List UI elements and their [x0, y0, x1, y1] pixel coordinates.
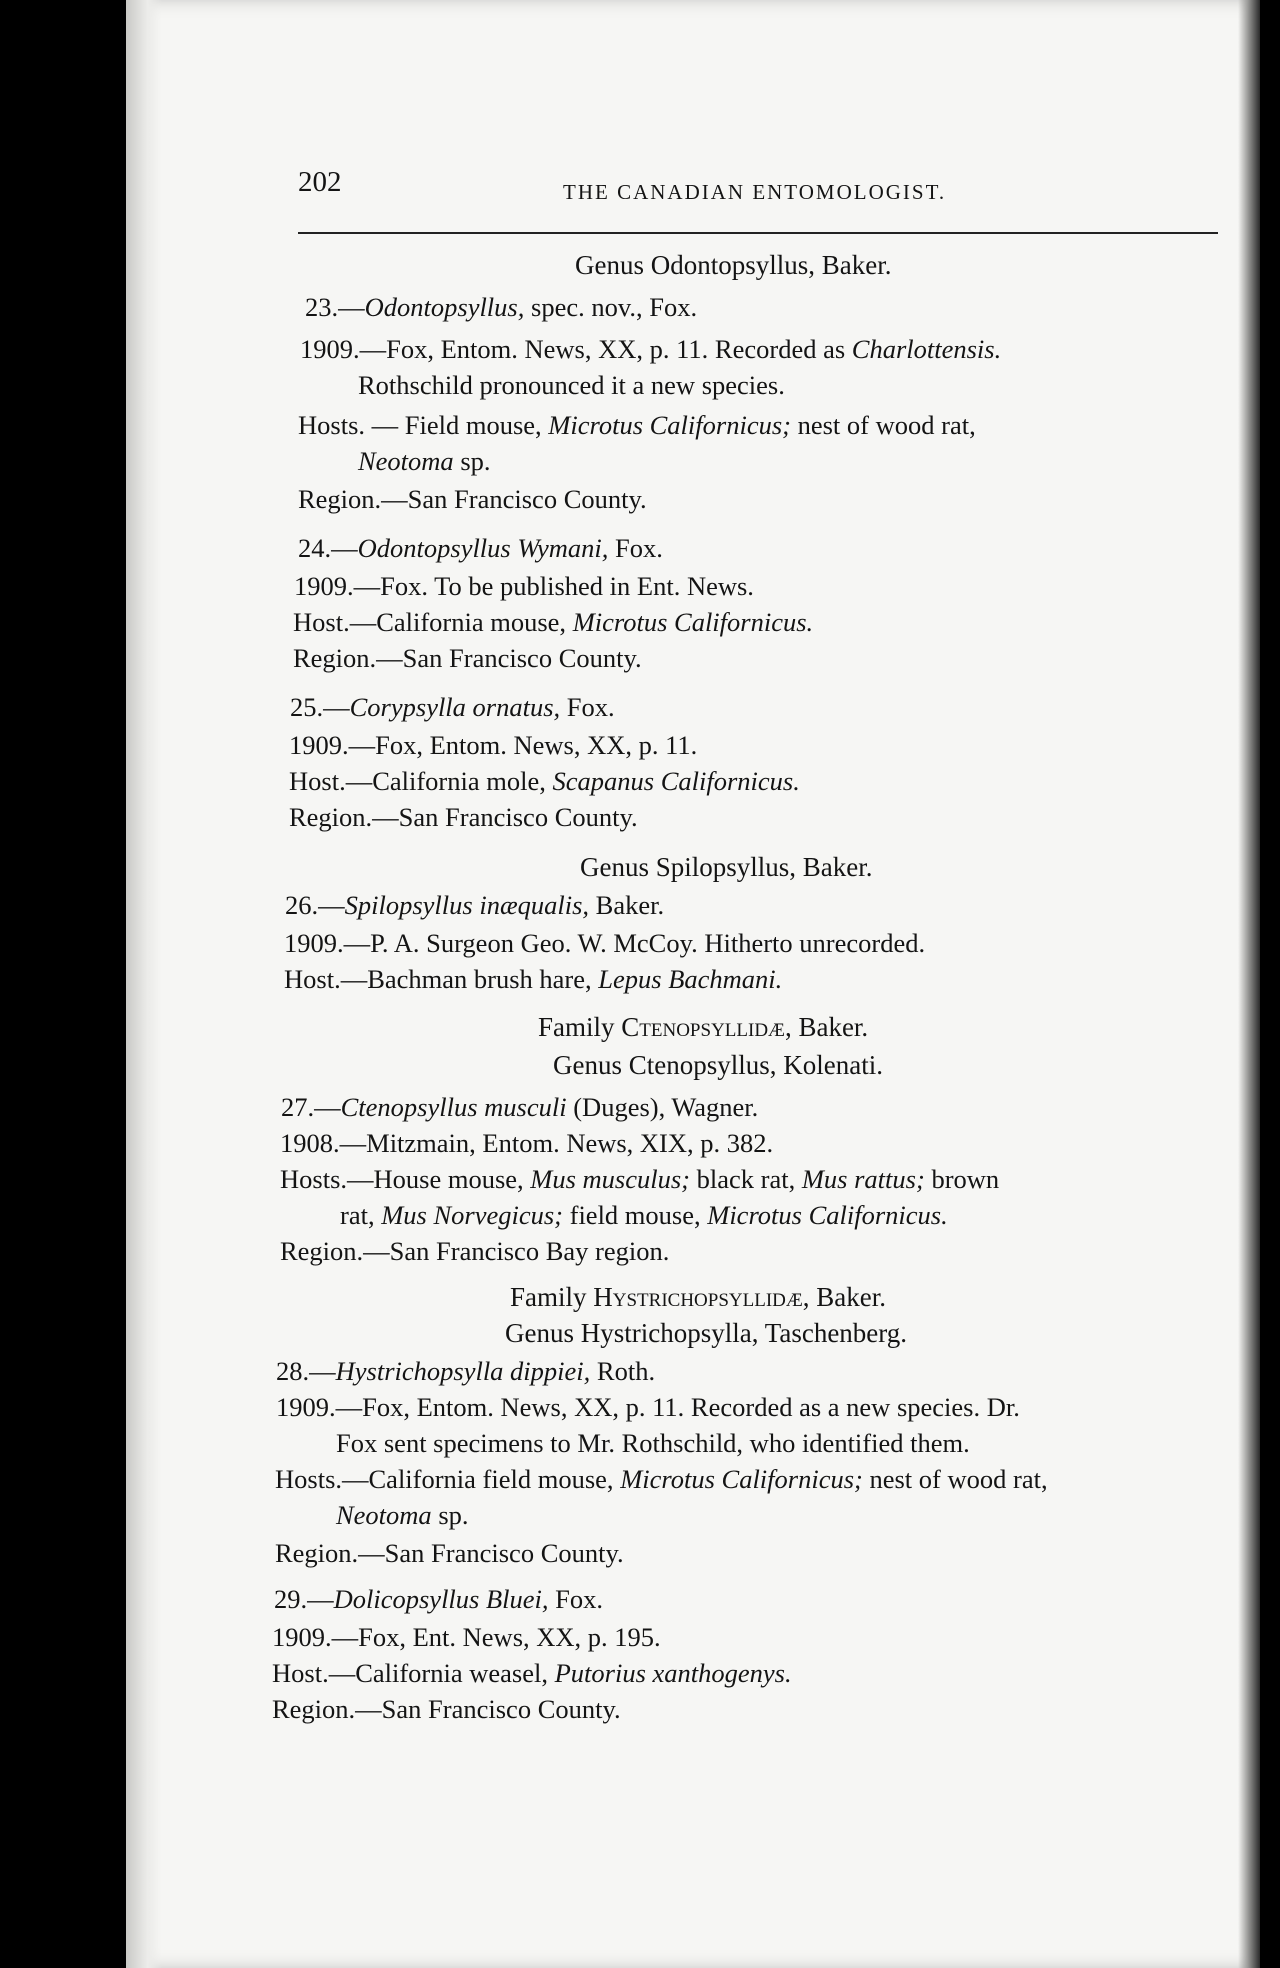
genus-heading-hystrichopsylla: Genus Hystrichopsylla, Taschenberg. — [505, 1318, 908, 1348]
entry-24-record: 1909.—Fox. To be published in Ent. News. — [294, 571, 754, 601]
entry-23-hosts-cont: Neotoma sp. — [358, 446, 491, 476]
entry-27-region: Region.—San Francisco Bay region. — [280, 1236, 670, 1266]
entry-28-region: Region.—San Francisco County. — [275, 1538, 624, 1568]
header-rule — [298, 232, 1218, 234]
entry-26-record: 1909.—P. A. Surgeon Geo. W. McCoy. Hitherto unrecorded. — [284, 928, 926, 958]
genus-heading-spilopsyllus: Genus Spilopsyllus, Baker. — [580, 852, 873, 882]
entry-28-hosts: Hosts.—California field mouse, Microtus Californicus; nest of wood rat, — [275, 1464, 1048, 1494]
genus-heading-ctenopsyllus: Genus Ctenopsyllus, Kolenati. — [553, 1050, 883, 1080]
entry-23-note: Rothschild pronounced it a new species. — [358, 370, 785, 400]
entry-27-hosts-cont: rat, Mus Norvegicus; field mouse, Microtus Californicus. — [340, 1200, 948, 1230]
entry-28-note: Fox sent specimens to Mr. Rothschild, who identified them. — [336, 1428, 970, 1458]
entry-28-title: 28.—Hystrichopsylla dippiei, Roth. — [276, 1356, 656, 1386]
entry-27-record: 1908.—Mitzmain, Entom. News, XIX, p. 382. — [280, 1128, 774, 1158]
entry-29-region: Region.—San Francisco County. — [272, 1694, 621, 1724]
entry-29-title: 29.—Dolicopsyllus Bluei, Fox. — [274, 1584, 604, 1614]
entry-25-host: Host.—California mole, Scapanus Californicus. — [289, 766, 800, 796]
page-number: 202 — [298, 166, 342, 198]
entry-26-title: 26.—Spilopsyllus inæqualis, Baker. — [285, 890, 665, 920]
family-heading-hystrichopsyllidae: Family Hystrichopsyllidæ, Baker. — [510, 1282, 887, 1312]
entry-29-record: 1909.—Fox, Ent. News, XX, p. 195. — [272, 1622, 661, 1652]
entry-23-hosts: Hosts. — Field mouse, Microtus Californicus; nest of wood rat, — [298, 410, 976, 440]
entry-23-record: 1909.—Fox, Entom. News, XX, p. 11. Recorded as Charlottensis. — [300, 334, 1002, 364]
entry-26-host: Host.—Bachman brush hare, Lepus Bachmani. — [284, 964, 783, 994]
family-heading-ctenopsyllidae: Family Ctenopsyllidæ, Baker. — [538, 1012, 869, 1042]
entry-23-region: Region.—San Francisco County. — [298, 484, 647, 514]
entry-28-record: 1909.—Fox, Entom. News, XX, p. 11. Recorded as a new species. Dr. — [276, 1392, 1020, 1422]
entry-24-title: 24.—Odontopsyllus Wymani, Fox. — [298, 533, 663, 563]
genus-heading-odontopsyllus: Genus Odontopsyllus, Baker. — [575, 250, 892, 280]
entry-24-host: Host.—California mouse, Microtus Californicus. — [293, 607, 814, 637]
running-title: THE CANADIAN ENTOMOLOGIST. — [563, 180, 947, 204]
entry-25-record: 1909.—Fox, Entom. News, XX, p. 11. — [289, 730, 698, 760]
entry-27-title: 27.—Ctenopsyllus musculi (Duges), Wagner. — [281, 1092, 759, 1122]
entry-25-title: 25.—Corypsylla ornatus, Fox. — [290, 692, 615, 722]
entry-24-region: Region.—San Francisco County. — [293, 643, 642, 673]
entry-29-host: Host.—California weasel, Putorius xanthogenys. — [272, 1658, 792, 1688]
entry-28-hosts-cont: Neotoma sp. — [336, 1500, 469, 1530]
entry-27-hosts: Hosts.—House mouse, Mus musculus; black rat, Mus rattus; brown — [280, 1164, 1000, 1194]
entry-25-region: Region.—San Francisco County. — [289, 802, 638, 832]
entry-23-title: 23.—Odontopsyllus, spec. nov., Fox. — [305, 292, 698, 322]
